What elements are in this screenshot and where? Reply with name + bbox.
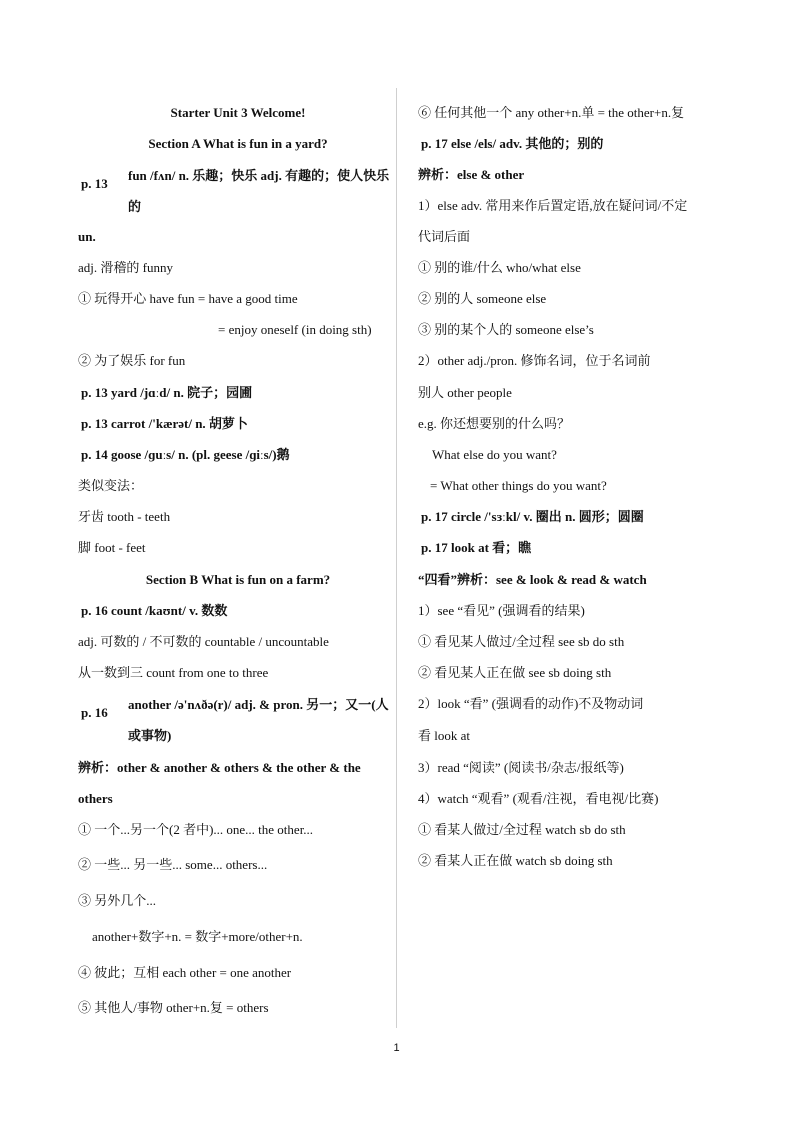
- vocab-look-at: p. 17 look at 看；瞧: [421, 540, 532, 555]
- analysis-item-3b: another+数字+n. = 数字+more/other+n.: [92, 929, 303, 944]
- else-other-heading: 辨析：else & other: [418, 167, 525, 182]
- else-usage: 1）else adv. 常用来作后置定语,放在疑问词/不定: [418, 198, 688, 213]
- vocab-another: [78, 689, 398, 743]
- watch-usage: 4）watch “观看” (观看/注视，看电视/比赛): [418, 791, 659, 806]
- else-usage-cont: 代词后面: [418, 229, 471, 244]
- analysis-heading-cont: others: [78, 791, 113, 806]
- analysis-item-1: ① 一个...另一个(2 者中)... one... the other...: [78, 822, 314, 837]
- phrase-have-fun: ① 玩得开心 have fun = have a good time: [78, 291, 298, 306]
- example-question: e.g. 你还想要别的什么吗？: [418, 416, 571, 431]
- vocab-circle: p. 17 circle /'sɜːkl/ v. 圈出 n. 圆形；圆圈: [421, 509, 644, 524]
- analysis-heading: 辨析：other & another & others & the other & the: [78, 760, 361, 775]
- other-usage: 2）other adj./pron. 修饰名词，位于名词前: [418, 353, 651, 368]
- else-item-1: ① 别的谁/什么 who/what else: [418, 260, 581, 275]
- page-ref: p. 13: [81, 176, 108, 191]
- else-item-3: ③ 别的某个人的 someone else’s: [418, 322, 594, 337]
- watch-item-2: ② 看某人正在做 watch sb doing sth: [418, 853, 613, 868]
- note-un: un.: [78, 229, 96, 244]
- vocab-fun: [78, 160, 398, 214]
- four-looks-heading: “四看”辨析：see & look & read & watch: [418, 572, 647, 587]
- watch-item-1: ① 看某人做过/全过程 watch sb do sth: [418, 822, 626, 837]
- vocab-carrot: p. 13 carrot /'kærət/ n. 胡萝卜: [81, 416, 248, 431]
- phrase-count-from: 从一数到三 count from one to three: [78, 665, 269, 680]
- vocab-yard: p. 13 yard /jɑːd/ n. 院子；园圃: [81, 385, 253, 400]
- other-people: 别人 other people: [418, 385, 512, 400]
- vocab-else: p. 17 else /els/ adv. 其他的；别的: [421, 136, 604, 151]
- look-usage: 2）look “看” (强调看的动作)不及物动词: [418, 696, 644, 711]
- section-a-heading: Section A What is fun in a yard?: [148, 136, 328, 151]
- analysis-item-3: ③ 另外几个...: [78, 893, 157, 908]
- note-tooth: 牙齿 tooth - teeth: [78, 509, 171, 524]
- example-what-other: = What other things do you want?: [430, 478, 607, 493]
- page-number: 1: [393, 1042, 400, 1054]
- analysis-item-6: ⑥ 任何其他一个 any other+n.单 = the other+n.复: [418, 105, 685, 120]
- see-item-1: ① 看见某人做过/全过程 see sb do sth: [418, 634, 625, 649]
- column-divider: [396, 88, 397, 1028]
- see-usage: 1）see “看见” (强调看的结果): [418, 603, 585, 618]
- analysis-item-2: ② 一些... 另一些... some... others...: [78, 857, 268, 872]
- analysis-item-5: ⑤ 其他人/事物 other+n.复 = others: [78, 1000, 269, 1015]
- vocab-fun-text: fun /fʌn/ n. 乐趣；快乐 adj. 有趣的；使人快乐的: [128, 168, 390, 214]
- note-similar: 类似变法：: [78, 478, 144, 493]
- analysis-item-4: ④ 彼此；互相 each other = one another: [78, 965, 292, 980]
- phrase-enjoy: = enjoy oneself (in doing sth): [218, 322, 372, 337]
- note-foot: 脚 foot - feet: [78, 540, 146, 555]
- see-item-2: ② 看见某人正在做 see sb doing sth: [418, 665, 612, 680]
- note-countable: adj. 可数的 / 不可数的 countable / uncountable: [78, 634, 329, 649]
- vocab-another-text: another /ə'nʌðə(r)/ adj. & pron. 另一；又一(人或事物): [128, 697, 389, 743]
- vocab-count: p. 16 count /kaʊnt/ v. 数数: [81, 603, 228, 618]
- page-ref: p. 16: [81, 705, 108, 720]
- note-funny: adj. 滑稽的 funny: [78, 260, 173, 275]
- vocab-goose: p. 14 goose /ɡuːs/ n. (pl. geese /ɡiːs/)鹅: [81, 447, 290, 462]
- section-b-heading: Section B What is fun on a farm?: [145, 572, 331, 587]
- phrase-for-fun: ② 为了娱乐 for fun: [78, 353, 186, 368]
- look-at-phrase: 看 look at: [418, 728, 470, 743]
- example-what-else: What else do you want?: [432, 447, 557, 462]
- else-item-2: ② 别的人 someone else: [418, 291, 547, 306]
- read-usage: 3）read “阅读” (阅读书/杂志/报纸等): [418, 760, 624, 775]
- unit-title: Starter Unit 3 Welcome!: [170, 105, 306, 120]
